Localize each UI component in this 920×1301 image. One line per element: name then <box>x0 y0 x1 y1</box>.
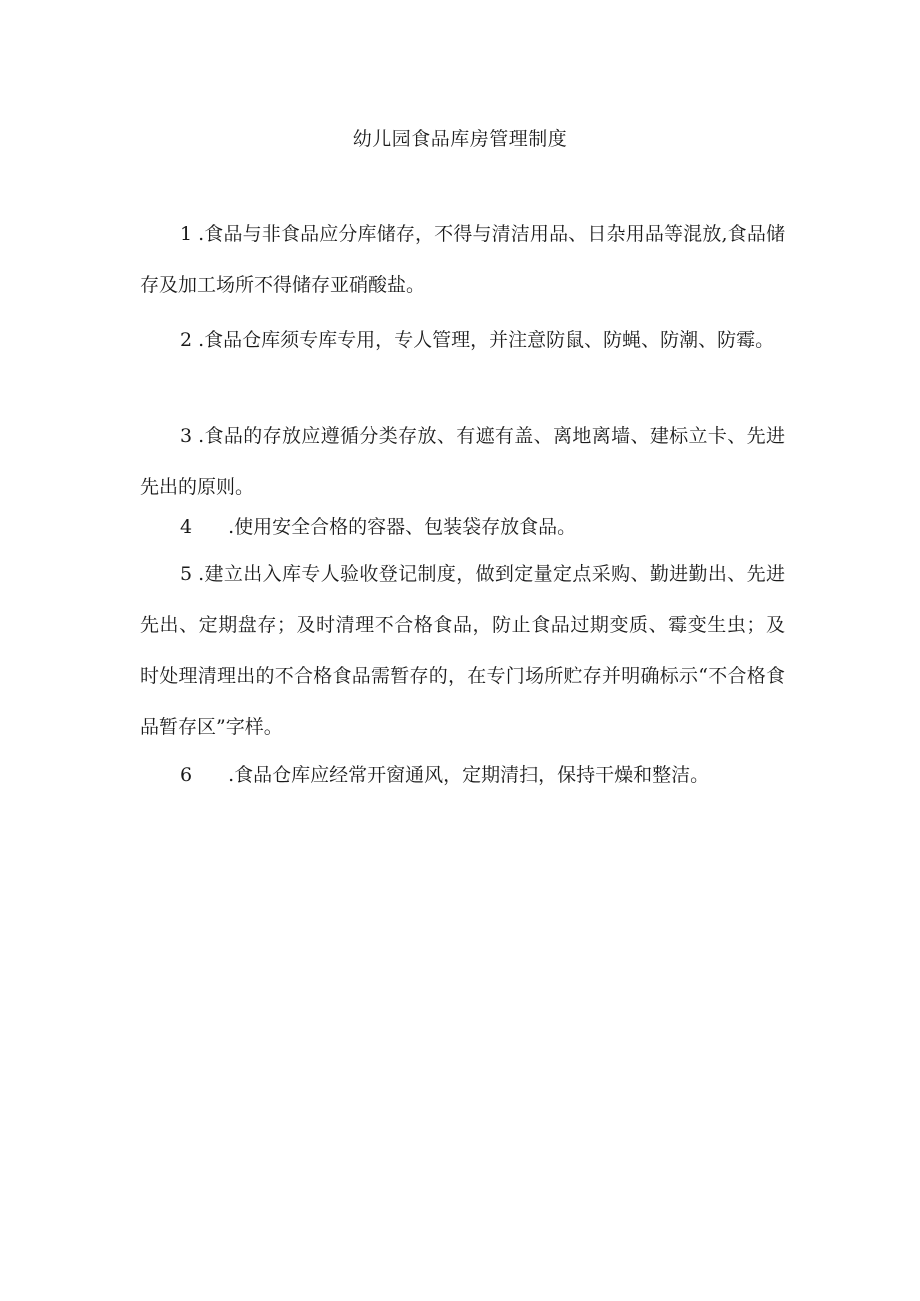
rule-text: 食品的存放应遵循分类存放、有遮有盖、离地离墙、建标立卡、先进先出的原则。 <box>140 425 785 498</box>
rule-text: 使用安全合格的容器、包装袋存放食品。 <box>234 516 577 538</box>
rule-separator: . <box>228 516 235 538</box>
rule-item-6 <box>140 750 785 801</box>
rule-separator: . <box>198 329 205 351</box>
rule-text: 食品仓库须专库专用，专人管理，并注意防鼠、防蝇、防潮、防霉。 <box>204 329 775 351</box>
rule-number: 3 <box>180 425 193 447</box>
rule-item-5 <box>140 549 785 753</box>
rule-separator: . <box>198 425 205 447</box>
rule-number: 4 <box>180 516 193 538</box>
rule-separator: . <box>198 563 205 585</box>
rule-number: 2 <box>180 329 193 351</box>
rule-text: 建立出入库专人验收登记制度，做到定量定点采购、勤进勤出、先进先出、定期盘存；及时清理不合格食品，防止食品过期变质、霉变生虫；及时处理清理出的不合格食品需暂存的，在专门场所贮存并明确标示“不合格食品暂存区”字样。 <box>140 563 785 738</box>
rule-item-1 <box>140 209 785 311</box>
rule-item-2 <box>140 315 785 366</box>
rule-number: 1 <box>180 223 193 245</box>
rule-text: 食品仓库应经常开窗通风，定期清扫，保持干燥和整洁。 <box>234 764 710 786</box>
document-title: 幼儿园食品库房管理制度 <box>352 128 568 150</box>
rule-separator: . <box>228 764 235 786</box>
rule-number: 6 <box>180 764 193 786</box>
rule-separator: . <box>198 223 205 245</box>
rule-item-4 <box>140 502 785 553</box>
rule-item-3 <box>140 411 785 513</box>
rule-text: 食品与非食品应分库储存，不得与清洁用品、日杂用品等混放,食品储存及加工场所不得储存亚硝酸盐。 <box>140 223 785 296</box>
rule-number: 5 <box>180 563 193 585</box>
